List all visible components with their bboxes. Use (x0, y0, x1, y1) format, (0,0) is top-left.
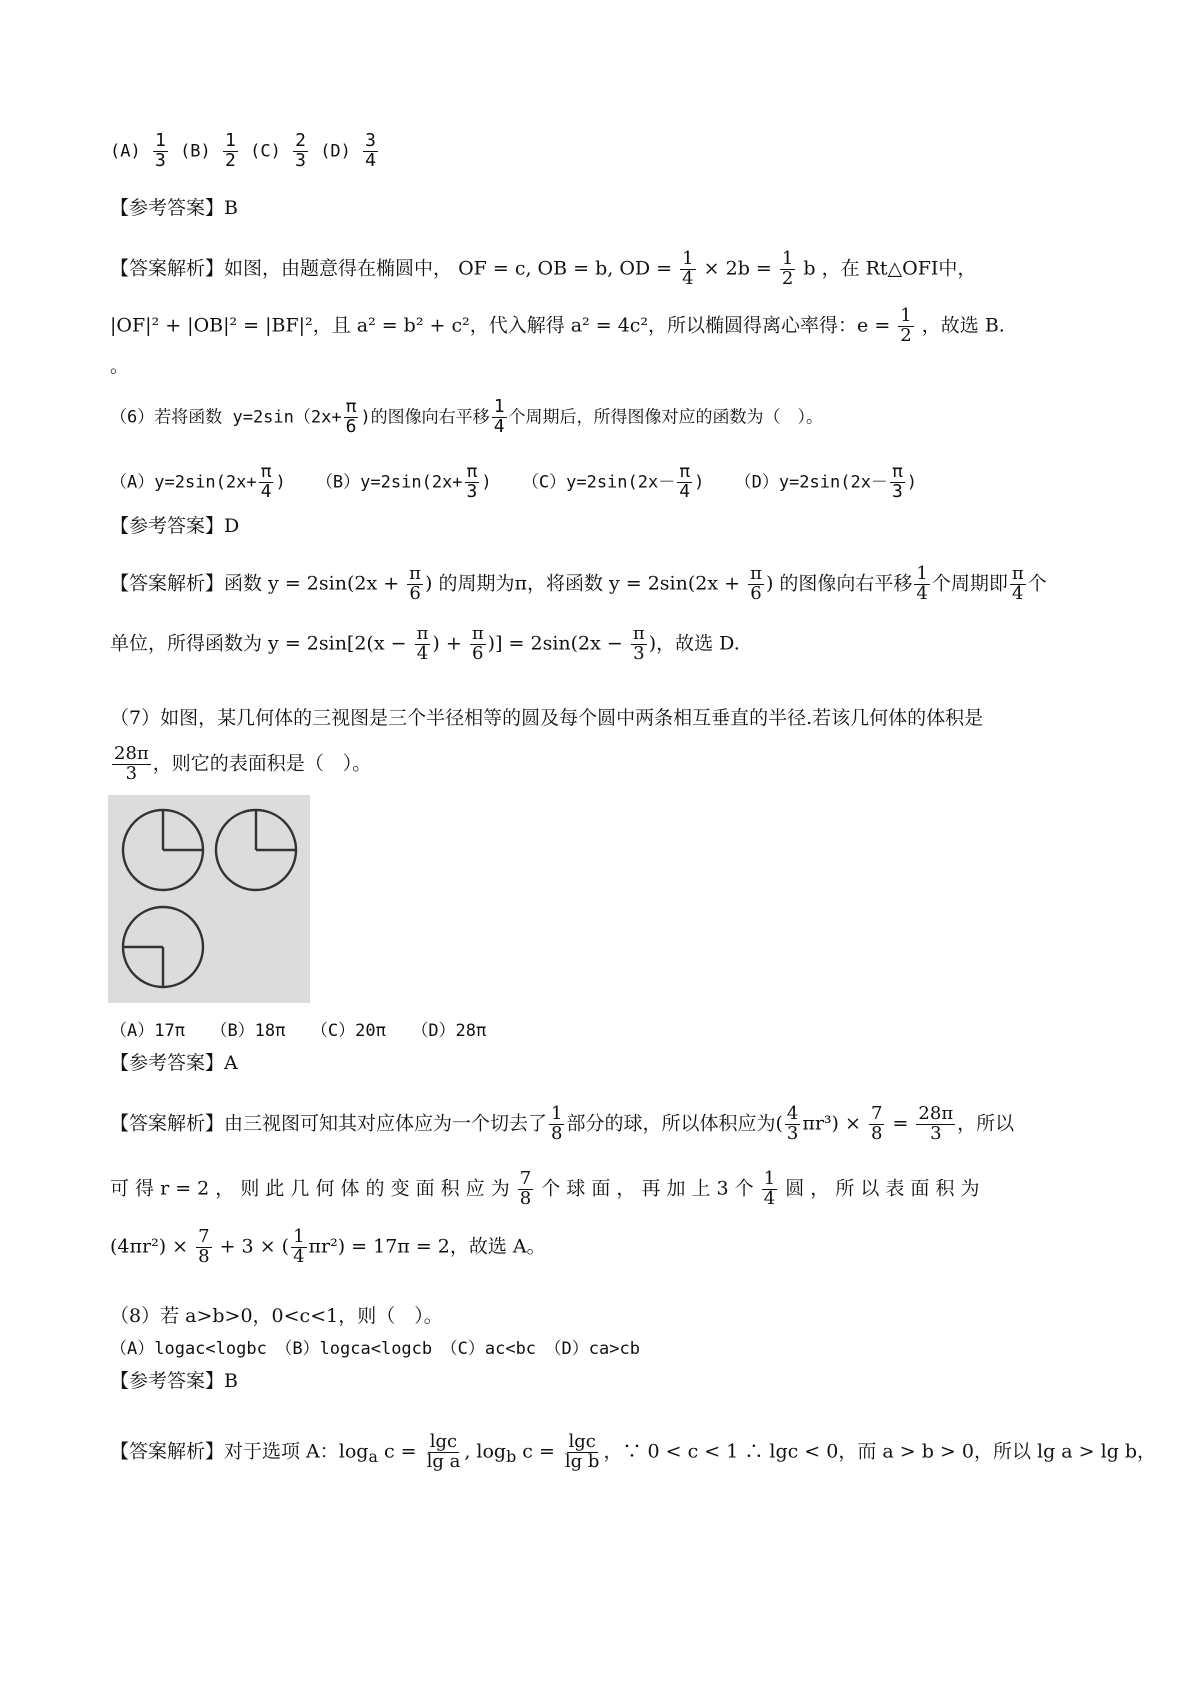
text: 如图，由题意得在椭圆中， (224, 257, 453, 280)
frac (407, 565, 423, 604)
num: 7 (198, 1226, 210, 1247)
den: 6 (409, 582, 421, 604)
choice-a-fraction (153, 132, 168, 171)
den: lg a (426, 1450, 461, 1472)
frac (259, 463, 274, 502)
ref-label: 【参考答案】 (110, 1370, 225, 1392)
den: 8 (551, 1122, 563, 1144)
text: （8）若 a>b>0，0<c<1，则（ ）。 (110, 1305, 443, 1327)
num: 1 (763, 1168, 776, 1189)
frac (869, 1105, 884, 1144)
den: 6 (750, 582, 762, 604)
analysis-label: 【答案解析】 (110, 1440, 225, 1463)
text: ) (694, 472, 705, 493)
text: 。 (110, 355, 130, 377)
frac (677, 463, 692, 502)
text: 个 球 面 ， 再 加 上 3 个 (541, 1177, 754, 1200)
num: 2 (295, 130, 306, 151)
frac (465, 463, 480, 502)
analysis-label: 【答案解析】 (110, 257, 225, 280)
three-view-drawing (108, 795, 310, 1003)
num: 1 (154, 130, 166, 151)
num: π (345, 396, 357, 417)
frac (1010, 565, 1026, 604)
text: （A）17π （B）18π （C）20π （D）28π (110, 1021, 487, 1041)
frac (549, 1105, 564, 1144)
sub: b (506, 1447, 517, 1467)
den: 3 (154, 149, 166, 171)
choice-d-fraction (363, 132, 378, 171)
frac (914, 565, 929, 604)
text: 部分的球，所以体积应为( (566, 1112, 783, 1135)
text: |OF|² + |OB|² = |BF|²，且 a² = b² + c²，代入解得 a² = 4c²，所以椭圆得离心率得：e = (110, 314, 897, 337)
frac (563, 1433, 602, 1472)
choice-b-label: (B) (180, 141, 211, 162)
text: ) + (432, 632, 468, 655)
num: 3 (365, 130, 376, 151)
q7-stem-2 (110, 745, 371, 784)
den: 8 (519, 1187, 532, 1209)
num: 1 (916, 563, 928, 584)
text: ) 的周期为π，将函数 y = 2sin(2x + (425, 572, 747, 595)
q7-analysis-line-1 (110, 1105, 1014, 1144)
den: 4 (493, 415, 505, 437)
num: 7 (870, 1103, 883, 1124)
frac (916, 1105, 955, 1144)
den: 4 (416, 642, 429, 664)
den: 4 (679, 480, 691, 502)
text: b ，在 Rt△OFI中， (803, 257, 977, 280)
q5-analysis-line-2 (110, 307, 1005, 346)
den: 4 (763, 1187, 776, 1209)
q5-analysis-line-1 (110, 250, 976, 289)
text: ) (906, 472, 918, 493)
option-b: （B）y=2sin(2x+ (315, 472, 463, 493)
den: 4 (293, 1245, 305, 1267)
num: 1 (900, 305, 912, 326)
text: (4πr²) × (110, 1235, 195, 1258)
num: π (750, 563, 762, 584)
frac (196, 1228, 211, 1267)
text: ) (481, 472, 492, 493)
text: )] = 2sin(2x − (487, 632, 629, 655)
text: 函数 y = 2sin(2x + (224, 572, 406, 595)
den: 3 (125, 762, 138, 784)
choice-a-label: (A) (110, 141, 141, 162)
text: ) (275, 472, 286, 493)
q5-choices (110, 132, 380, 171)
text: ) 的图像向右平移 (765, 572, 913, 595)
num: 1 (781, 248, 794, 269)
ref-value: A (224, 1052, 238, 1074)
frac (492, 398, 507, 437)
num: 28π (114, 743, 149, 764)
frac (631, 625, 647, 664)
ref-value: D (224, 515, 240, 537)
choice-b-fraction (223, 132, 238, 171)
den: 6 (345, 415, 357, 437)
q7-stem (110, 705, 983, 731)
q6-analysis-line-1 (110, 565, 1047, 604)
den: 3 (891, 480, 903, 502)
text: πr²) = 17π = 2，故选 A。 (308, 1235, 546, 1258)
den: 4 (260, 480, 272, 502)
frac (780, 250, 795, 289)
num: 1 (682, 248, 694, 269)
num: π (466, 461, 478, 482)
text: c = (516, 1440, 561, 1463)
analysis-label: 【答案解析】 (110, 1112, 225, 1135)
text: 圆 ， 所 以 表 面 积 为 (785, 1177, 980, 1200)
text: )，故选 D. (648, 632, 740, 655)
num: π (632, 623, 645, 644)
q7-analysis-line-2 (110, 1170, 980, 1209)
frac (762, 1170, 777, 1209)
num: 28π (918, 1103, 954, 1124)
text: OF = c, OB = b, OD = (458, 257, 679, 280)
ref-label: 【参考答案】 (110, 1052, 225, 1074)
text: c = (377, 1440, 423, 1463)
sub: a (368, 1447, 378, 1467)
q5-reference-answer (110, 195, 238, 221)
den: 2 (900, 324, 912, 346)
text: 单位，所得函数为 y = 2sin[2(x − (110, 632, 413, 655)
q7-reference-answer (110, 1050, 238, 1076)
num: π (409, 563, 421, 584)
q6-analysis-line-2 (110, 625, 740, 664)
text: 个周期后，所得图像对应的函数为（ ）。 (508, 407, 824, 428)
num: 1 (225, 130, 236, 151)
text: 由三视图可知其对应体应为一个切去了 (224, 1112, 548, 1135)
num: π (471, 623, 484, 644)
frac (112, 745, 151, 784)
frac (425, 1433, 463, 1472)
option-d: （D）y=2sin(2x－ (734, 472, 888, 493)
den: 6 (472, 642, 484, 664)
text: + 3 × ( (213, 1235, 290, 1258)
num: π (260, 461, 272, 482)
text: （A）logac<logbc （B）logca<logcb （C）ac<bc （D）ca>cb (110, 1339, 640, 1359)
text: 对于选项 A：log (224, 1440, 369, 1463)
text: × 2b = (703, 257, 778, 280)
den: 3 (786, 1122, 799, 1144)
frac (291, 1228, 306, 1267)
q6-options (110, 463, 917, 502)
num: 1 (493, 396, 505, 417)
frac (470, 625, 486, 664)
frac (680, 250, 695, 289)
den: 3 (633, 642, 645, 664)
q8-stem (110, 1303, 443, 1329)
q8-reference-answer (110, 1368, 238, 1394)
den: 3 (930, 1122, 942, 1144)
den: 3 (466, 480, 478, 502)
num: π (891, 461, 903, 482)
num: π (679, 461, 691, 482)
num: 4 (786, 1103, 799, 1124)
num: 1 (551, 1103, 563, 1124)
q7-analysis-line-3 (110, 1228, 546, 1267)
text: 可 得 r = 2 ， 则 此 几 何 体 的 变 面 积 应 为 (110, 1177, 510, 1200)
text: 个周期即 (931, 572, 1008, 595)
option-a: （A）y=2sin(2x+ (110, 472, 257, 493)
ref-value: B (224, 197, 238, 219)
den: 4 (916, 582, 928, 604)
den: 8 (198, 1245, 210, 1267)
choice-c-label: (C) (250, 141, 281, 162)
frac (415, 625, 431, 664)
frac (344, 398, 359, 437)
den: 3 (295, 149, 306, 171)
text: ，则它的表面积是（ ）。 (152, 752, 372, 775)
text: ，故选 B. (921, 314, 1005, 337)
ref-label: 【参考答案】 (110, 197, 225, 219)
den: lg b (564, 1450, 600, 1472)
den: 2 (781, 267, 794, 289)
num: π (416, 623, 429, 644)
q7-options (110, 1018, 486, 1044)
choice-d-label: (D) (320, 141, 351, 162)
num: π (1011, 563, 1024, 584)
text: ，所以 (957, 1112, 1015, 1135)
den: 4 (682, 267, 694, 289)
analysis-label: 【答案解析】 (110, 572, 225, 595)
text: ，∵ 0 < c < 1 ∴ lgc < 0，而 a > b > 0，所以 lg a > lg b， (603, 1440, 1157, 1463)
option-c: （C）y=2sin(2x－ (521, 472, 676, 493)
frac (785, 1105, 800, 1144)
den: 4 (1012, 582, 1024, 604)
text: , log (464, 1440, 507, 1463)
frac (890, 463, 905, 502)
num: 1 (293, 1226, 305, 1247)
q6-stem (110, 398, 823, 437)
num: lgc (429, 1431, 458, 1452)
text: )的图像向右平移 (360, 407, 490, 428)
num: lgc (568, 1431, 596, 1452)
frac (748, 565, 764, 604)
text: πr³) × (802, 1112, 867, 1135)
num: 7 (519, 1168, 532, 1189)
den: 8 (870, 1122, 883, 1144)
den: 2 (225, 149, 236, 171)
ref-label: 【参考答案】 (110, 515, 225, 537)
den: 4 (365, 149, 376, 171)
ref-value: B (224, 1370, 238, 1392)
text: = (886, 1112, 915, 1135)
frac (518, 1170, 533, 1209)
text: （6）若将函数 y=2sin（2x+ (110, 407, 342, 428)
text: （7）如图，某几何体的三视图是三个半径相等的圆及每个圆中两条相互垂直的半径.若该几何体的体积是 (110, 707, 984, 729)
q8-analysis-line-1 (110, 1433, 1156, 1472)
q5-dot (110, 353, 129, 379)
frac (898, 307, 913, 346)
three-view-figure (108, 795, 310, 1003)
choice-c-fraction (293, 132, 308, 171)
q6-reference-answer (110, 513, 239, 539)
text: 个 (1027, 572, 1047, 595)
q8-options (110, 1336, 640, 1362)
